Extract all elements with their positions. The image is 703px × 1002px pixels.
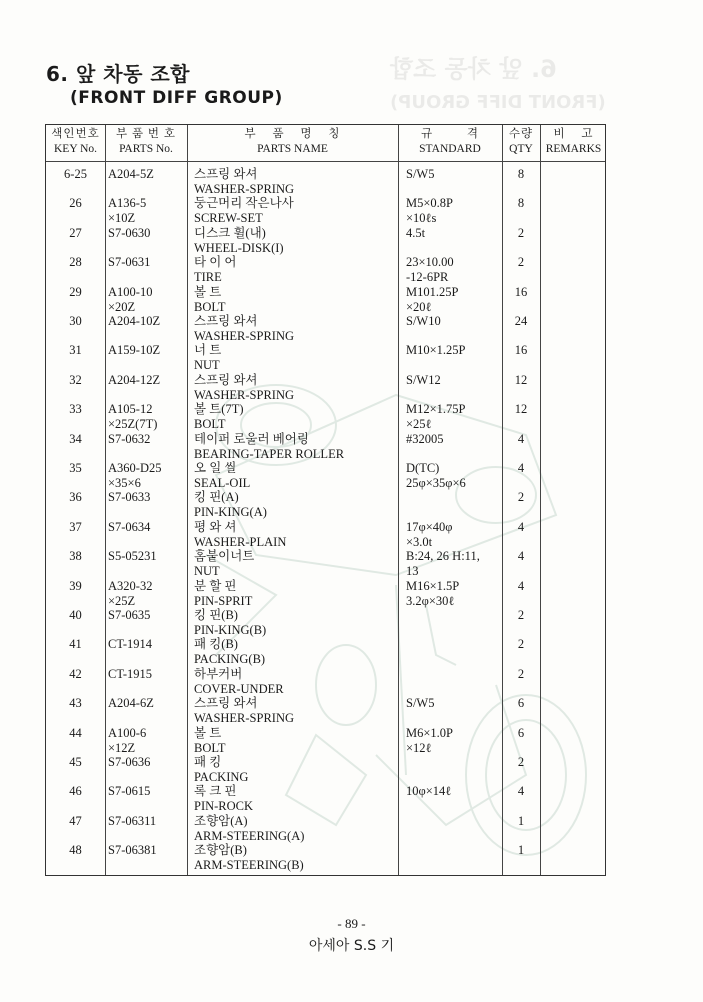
part-name-english: BOLT [194, 299, 226, 314]
standard-spec: M10×1.25P [406, 343, 466, 358]
standard-spec: 3.2φ×30ℓ [406, 593, 455, 608]
part-number: S7-0635 [108, 608, 151, 622]
standard-spec: B:24, 26 H:11, [406, 549, 480, 564]
key-number: 44 [69, 725, 82, 740]
key-number: 27 [69, 225, 82, 240]
part-number: S7-0633 [108, 490, 151, 505]
part-number: A204-12Z [108, 372, 161, 387]
standard-spec: ×3.0t [406, 534, 433, 549]
header-qty: 수량 QTY [508, 128, 534, 155]
part-name-english: WASHER-SPRING [194, 387, 295, 402]
quantity: 8 [517, 167, 525, 181]
key-number: 34 [69, 431, 82, 446]
key-number: 36 [69, 490, 82, 505]
key-number: 41 [69, 637, 82, 652]
part-name-korean: 하부커버 [194, 666, 243, 681]
standard-spec: 4.5t [406, 225, 426, 240]
standard-spec: M16×1.5P [406, 578, 460, 593]
standard-spec: ×10ℓs [406, 211, 437, 226]
part-name-english: BEARING-TAPER ROLLER [194, 446, 345, 461]
part-name-korean: 스프링 와셔 [194, 167, 258, 181]
part-name-korean: 홈붙이너트 [194, 549, 255, 564]
part-name-english: BOLT [194, 417, 226, 432]
part-name-korean: 테이퍼 로울러 베어링 [194, 431, 309, 446]
key-number: 42 [69, 666, 82, 681]
part-number: CT-1914 [108, 637, 152, 652]
key-number: 28 [69, 255, 82, 270]
part-number: S7-0615 [108, 784, 151, 799]
part-name-english: PIN-SPRIT [194, 593, 253, 608]
key-number: 35 [69, 461, 82, 475]
key-number: 31 [69, 343, 82, 358]
standard-spec: ×12ℓ [406, 740, 432, 755]
part-name-english: NUT [194, 564, 220, 579]
standard-spec: 17φ×40φ [406, 519, 453, 534]
part-name-korean: 킹 핀(A) [194, 490, 239, 505]
key-number: 38 [69, 549, 82, 564]
key-number: 32 [69, 372, 82, 387]
part-number: ×25Z [108, 593, 136, 608]
quantity: 6 [517, 725, 525, 740]
part-name-english: WASHER-SPRING [194, 329, 295, 343]
page-number: - 89 - [337, 916, 366, 931]
part-name-korean: 패 킹(B) [194, 637, 238, 652]
part-name-korean: 너 트 [194, 343, 222, 358]
quantity: 4 [517, 549, 525, 564]
part-name-english: PACKING [194, 770, 249, 784]
part-name-english: SEAL-OIL [194, 476, 251, 490]
part-name-korean: 스프링 와셔 [194, 696, 258, 711]
standard-spec: D(TC) [406, 461, 440, 475]
quantity: 2 [517, 225, 525, 240]
header-key-no: 색인번호 KEY No. [51, 128, 100, 155]
part-name-english: PIN-KING(B) [194, 623, 267, 637]
quantity: 8 [517, 196, 525, 211]
part-number: A204-10Z [108, 314, 161, 328]
parts-table [45, 124, 606, 876]
part-name-korean: 볼 트(7T) [194, 402, 244, 417]
part-name-korean: 둥근머리 작은나사 [194, 196, 294, 211]
key-number: 6-25 [64, 167, 87, 181]
key-number: 47 [69, 813, 82, 828]
header-parts-name: 부 품 명 칭 PARTS NAME [244, 128, 341, 155]
part-number: S7-0636 [108, 755, 151, 769]
quantity: 24 [514, 314, 528, 328]
part-name-korean: 킹 핀(B) [194, 608, 238, 622]
part-number: S7-0634 [108, 519, 151, 534]
key-number: 37 [69, 519, 82, 534]
part-name-korean: 평 와 셔 [194, 519, 237, 534]
quantity: 4 [517, 519, 525, 534]
standard-spec: 10φ×14ℓ [406, 784, 452, 799]
part-number: S7-06381 [108, 843, 157, 858]
standard-spec: S/W5 [406, 696, 435, 711]
standard-spec: S/W10 [406, 314, 441, 328]
part-name-korean: 오 일 씰 [194, 461, 237, 475]
part-number: A100-10 [108, 284, 153, 299]
part-number: A100-6 [108, 725, 147, 740]
part-number: S5-05231 [108, 549, 157, 564]
part-name-english: ARM-STEERING(B) [194, 858, 304, 873]
part-number: S7-0631 [108, 255, 151, 270]
quantity: 2 [517, 637, 525, 652]
standard-spec: S/W12 [406, 372, 441, 387]
part-name-korean: 타 이 어 [194, 255, 237, 270]
part-number: A136-5 [108, 196, 147, 211]
part-name-english: WASHER-SPRING [194, 711, 295, 726]
key-number: 40 [69, 608, 82, 622]
quantity: 1 [517, 813, 525, 828]
quantity: 1 [517, 843, 525, 858]
standard-spec: 25φ×35φ×6 [406, 476, 466, 490]
part-name-korean: 조향암(B) [194, 843, 247, 858]
part-number: ×20Z [108, 299, 136, 314]
part-name-korean: 스프링 와셔 [194, 372, 258, 387]
part-name-korean: 패 킹 [194, 755, 222, 769]
header-standard: 규 격 STANDARD [419, 128, 481, 155]
part-number: CT-1915 [108, 666, 152, 681]
header-remarks: 비 고 REMARKS [545, 128, 602, 155]
part-name-korean: 볼 트 [194, 284, 222, 299]
part-number: S7-0632 [108, 431, 151, 446]
standard-spec: ×20ℓ [406, 299, 432, 314]
part-name-korean: 록 크 핀 [194, 784, 237, 799]
page-title: 6. 앞 차동 조합 [46, 62, 191, 86]
part-name-english: WASHER-PLAIN [194, 534, 287, 549]
part-name-english: PIN-KING(A) [194, 505, 267, 520]
key-number: 29 [69, 284, 82, 299]
key-number: 30 [69, 314, 82, 328]
footer-model: 아세아 S.S 기 [308, 938, 395, 954]
part-name-english: ARM-STEERING(A) [194, 828, 305, 843]
part-name-korean: 분 할 핀 [194, 578, 237, 593]
part-name-english: PACKING(B) [194, 652, 266, 667]
part-name-korean: 조향암(A) [194, 813, 248, 828]
quantity: 4 [517, 578, 525, 593]
part-name-english: PIN-ROCK [194, 799, 254, 814]
part-number: A204-5Z [108, 167, 154, 181]
part-number: S7-06311 [108, 813, 157, 828]
show-through-subtitle: (FRONT DIFF GROUP) [390, 92, 606, 113]
header-parts-no: 부 품 번 호 PARTS No. [115, 128, 177, 155]
part-number: A204-6Z [108, 696, 154, 711]
part-name-english: WASHER-SPRING [194, 182, 295, 196]
quantity: 12 [514, 372, 528, 387]
key-number: 26 [69, 196, 82, 211]
key-number: 48 [69, 843, 82, 858]
quantity: 6 [517, 696, 525, 711]
standard-spec: M12×1.75P [406, 402, 466, 417]
part-number: A159-10Z [108, 343, 161, 358]
part-name-korean: 디스크 휠(내) [194, 225, 266, 240]
standard-spec: M5×0.8P [406, 196, 453, 211]
part-number: ×12Z [108, 740, 136, 755]
part-name-english: COVER-UNDER [194, 681, 284, 696]
quantity: 2 [517, 255, 525, 270]
quantity: 2 [517, 755, 525, 769]
part-number: A105-12 [108, 402, 153, 417]
part-number: A360-D25 [108, 461, 162, 475]
key-number: 33 [69, 402, 82, 417]
key-number: 39 [69, 578, 82, 593]
part-name-english: WHEEL-DISK(I) [194, 240, 284, 255]
standard-spec: ×25ℓ [406, 417, 432, 432]
part-name-english: SCREW-SET [194, 211, 263, 226]
quantity: 4 [517, 461, 525, 475]
quantity: 16 [514, 343, 528, 358]
quantity: 2 [517, 608, 525, 622]
part-name-english: NUT [194, 358, 220, 373]
quantity: 2 [517, 490, 525, 505]
standard-spec: M101.25P [406, 284, 459, 299]
part-number: ×10Z [108, 211, 136, 226]
standard-spec: #32005 [406, 431, 444, 446]
standard-spec: 23×10.00 [406, 255, 454, 270]
key-number: 43 [69, 696, 82, 711]
show-through-heading [390, 52, 630, 120]
part-name-english: TIRE [194, 270, 222, 285]
key-number: 46 [69, 784, 82, 799]
show-through-title: 6. 앞 차동 조합 [390, 55, 557, 83]
part-name-korean: 볼 트 [194, 725, 222, 740]
quantity: 16 [514, 284, 528, 299]
quantity: 12 [514, 402, 528, 417]
part-number: A320-32 [108, 578, 153, 593]
key-number: 45 [69, 755, 82, 769]
part-number: S7-0630 [108, 225, 151, 240]
standard-spec: 13 [406, 564, 419, 579]
standard-spec: S/W5 [406, 167, 435, 181]
part-number: ×35×6 [108, 476, 141, 490]
quantity: 4 [517, 431, 525, 446]
standard-spec: M6×1.0P [406, 725, 453, 740]
page-subtitle: (FRONT DIFF GROUP) [70, 88, 283, 108]
quantity: 2 [517, 666, 525, 681]
standard-spec: -12-6PR [406, 270, 449, 285]
part-name-korean: 스프링 와셔 [194, 314, 258, 328]
quantity: 4 [517, 784, 525, 799]
part-name-english: BOLT [194, 740, 226, 755]
part-number: ×25Z(7T) [108, 417, 158, 432]
